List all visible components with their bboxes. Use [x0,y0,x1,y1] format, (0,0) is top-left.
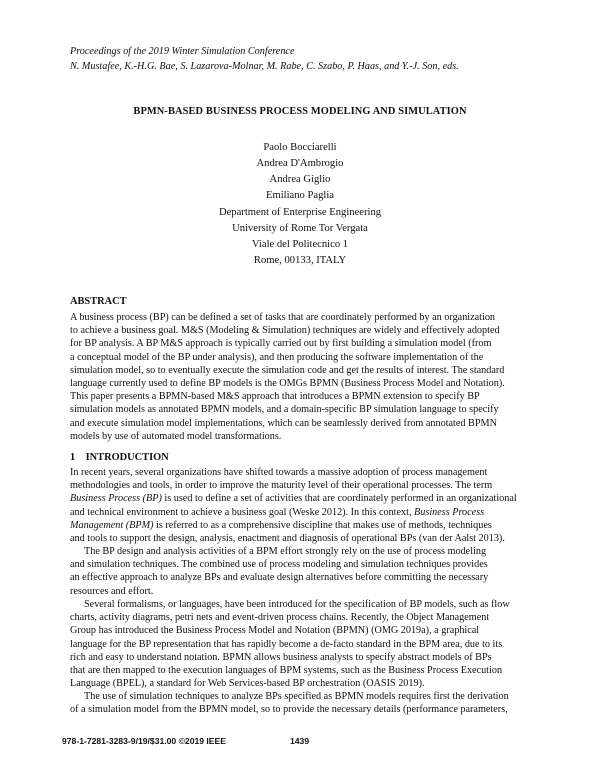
text-line: language currently used to define BP models is the OMGs BPMN (Business Process Model and Notation). [70,378,505,390]
text-line: that are then mapped to the execution languages of BPM systems, such as the Business Process Execution [70,665,503,677]
text-line: and simulation techniques. The combined use of process modeling and simulation techniques provides [70,559,488,571]
text-line: a conceptual model of the BP under analysis), and then producing the software implementation of the [70,351,484,363]
text-line: simulation model, so to eventually execute the simulation code and get the results of interest. The standard [70,364,505,376]
text-line: for BP analysis. A BP M&S approach is typically carried out by first building a simulation model (from [70,338,492,350]
affiliation-line: Department of Enterprise Engineering [218,207,382,218]
affiliation-line: Rome, 00133, ITALY [253,255,347,266]
text-line: language for the BP representation that has rapidly become a de-facto standard in the BPM area, due to its [70,638,503,650]
text-line: simulation models as annotated BPMN models, and a domain-specific BP simulation language to specify [70,404,499,416]
text-line: This paper presents a BPMN-based M&S approach that introduces a BPMN extension to specify BP [70,391,480,403]
text-line: and execute simulation model implementations, which can be seamlessly derived from annotated BPMN [70,417,497,429]
text-line: Management (BPM) is referred to as a comprehensive discipline that makes use of methods, techniques [70,519,492,531]
author-name: Andrea D'Ambrogio [256,158,344,169]
section-number: 1 [70,452,76,463]
affiliation [0,205,600,269]
text-line: Language (BPEL), a standard for Web Services-based BP orchestration (OASIS 2019). [70,678,425,690]
author-list [0,140,600,204]
text-line: A business process (BP) can be defined a set of tasks that are coordinately performed by an organization [70,312,496,323]
text-line: and technical environment to achieve a business goal (Weske 2012). In this context, Business Process [70,506,485,518]
isbn-copyright: 978-1-7281-3283-9/19/$31.00 ©2019 IEEE [62,736,227,746]
text-line: and tools to support the design, analysis, enactment and diagnosis of operational BPs (van der Aalst 2013). [70,533,505,545]
intro-paragraph-2 [70,545,531,598]
paper-title: BPMN-BASED BUSINESS PROCESS MODELING AND SIMULATION [133,106,467,117]
text-line: Business Process (BP) is used to define a set of activities that are coordinately performed in an organizational [70,493,517,505]
proceedings-header [70,44,540,74]
affiliation-line: Viale del Politecnico 1 [251,239,349,250]
text-line: resources and effort. [70,585,154,597]
text-line: to achieve a business goal. M&S (Modeling & Simulation) techniques are widely and effectively adopted [70,325,500,337]
intro-paragraph-3 [70,598,531,690]
text-line: an effective approach to analyze BPs and evaluate design alternatives before committing the necessary [70,572,489,584]
affiliation-line: University of Rome Tor Vergata [232,223,368,234]
abstract-body [70,311,531,443]
text-line: charts, activity diagrams, petri nets and event-driven process chains. Recently, the Object Management [70,612,490,624]
text-line: In recent years, several organizations have shifted towards a massive adoption of process management [70,467,488,478]
intro-heading [70,452,169,463]
abstract-heading: ABSTRACT [70,296,127,307]
conference-name: Proceedings of the 2019 Winter Simulation Conference [70,46,295,57]
text-line: Group has introduced the Business Process Model and Notation (BPMN) (OMG 2019a), a graphical [70,625,480,637]
author-name: Andrea Giglio [269,174,331,185]
intro-paragraph-1 [70,466,531,545]
text-line: Several formalisms, or languages, have been introduced for the specification of BP models, such as flow [84,599,510,610]
author-name: Paolo Bocciarelli [263,142,337,153]
intro-paragraph-4 [70,690,531,716]
text-line: of a simulation model from the BPMN model, so to provide the necessary details (performance parameters, [70,704,508,716]
page-number: 1439 [290,736,310,746]
text-line: The use of simulation techniques to analyze BPs specified as BPMN models requires first the derivation [84,691,509,702]
editors-line: N. Mustafee, K.-H.G. Bae, S. Lazarova-Molnar, M. Rabe, C. Szabo, P. Haas, and Y.-J. Son, eds. [70,61,459,72]
text-line: The BP design and analysis activities of a BPM effort strongly rely on the use of process modeling [84,546,487,557]
text-line: methodologies and tools, in order to improve the maturity level of their operational processes. The term [70,480,493,492]
author-name: Emiliano Paglia [266,190,334,201]
text-line: rich and easy to understand notation. BPMN allows business analysts to specify abstract models of BPs [70,651,492,663]
text-line: models by use of automated model transformations. [70,430,282,442]
section-title: INTRODUCTION [85,452,169,463]
